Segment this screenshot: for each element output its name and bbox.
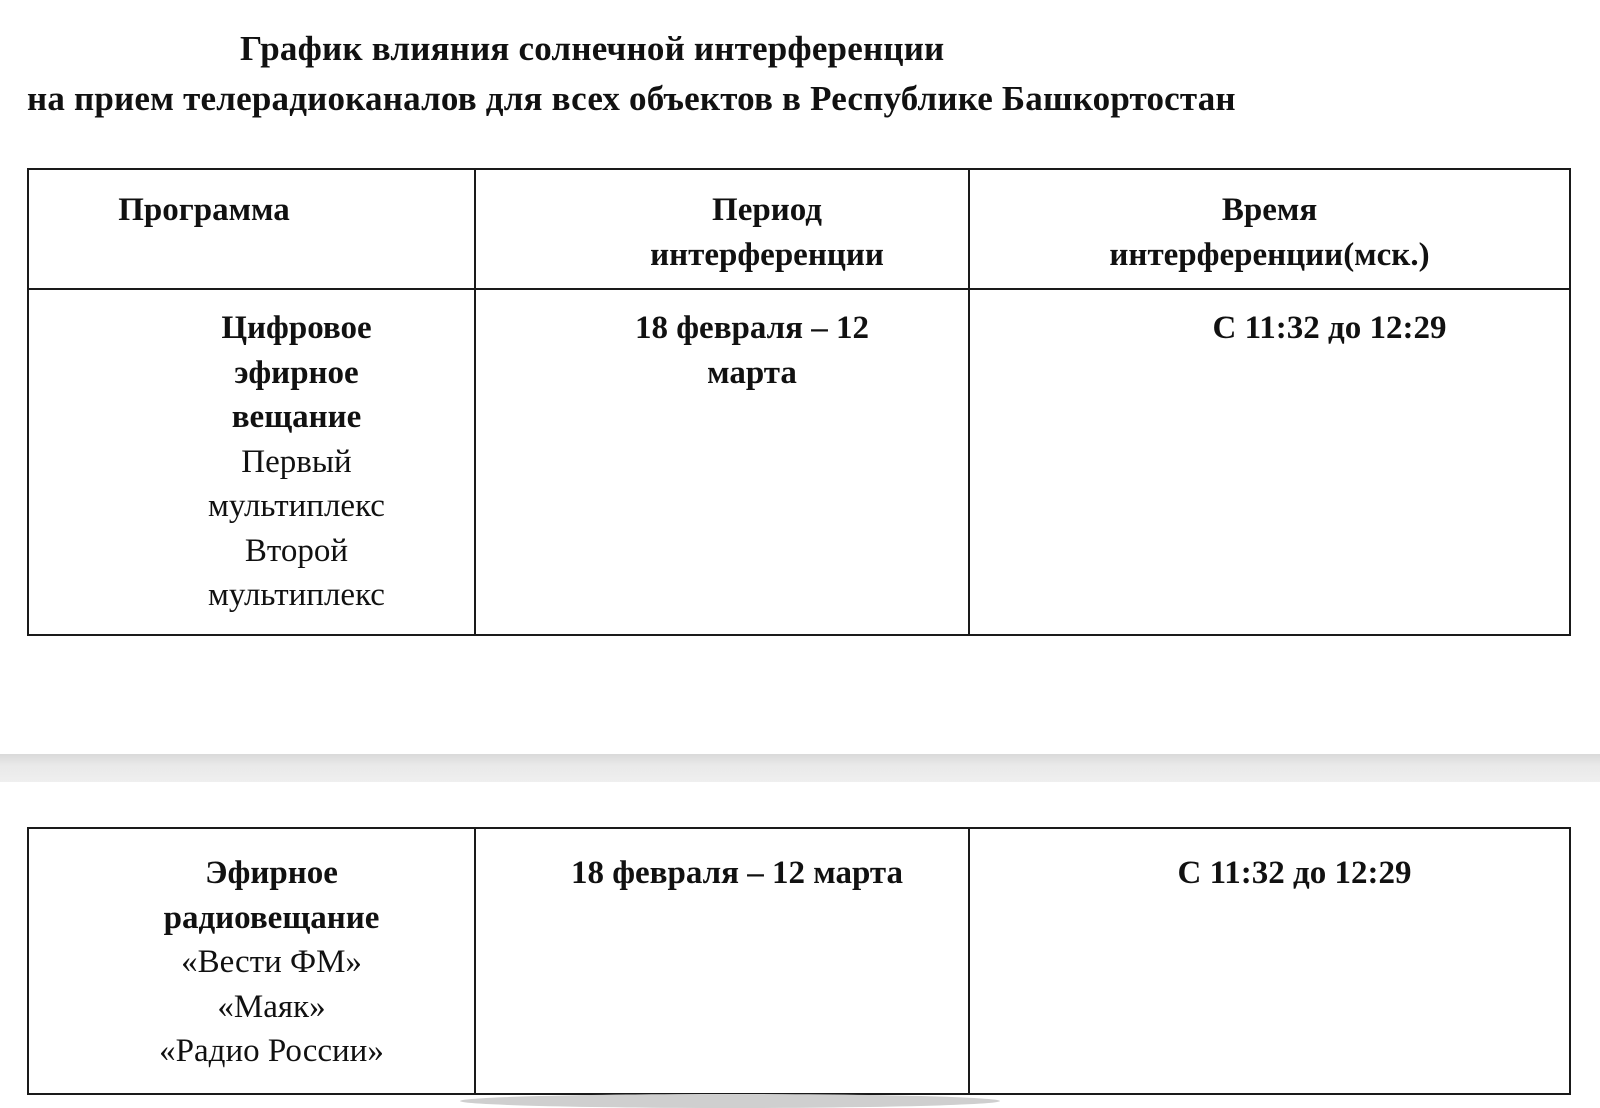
- program-normal-line: «Радио России»: [159, 1033, 384, 1069]
- header-period: [475, 169, 969, 289]
- program-normal-line: «Вести ФМ»: [181, 944, 362, 980]
- cell-program: [28, 289, 475, 635]
- program-text: [29, 306, 474, 618]
- program-bold-line: Эфирное: [205, 855, 338, 891]
- title-line-2: на прием телерадиоканалов для всех объектов в Республике Башкортостан: [27, 79, 1236, 118]
- interference-table-bottom: [27, 827, 1571, 1095]
- header-period-line1: Период: [712, 192, 822, 228]
- cell-program: [28, 828, 475, 1094]
- table-row: [28, 289, 1570, 635]
- period-text: 18 февраля – 12 марта: [570, 855, 904, 891]
- program-bold-line: Цифровое: [221, 310, 372, 346]
- table-row: [28, 828, 1570, 1094]
- period-text: [476, 306, 968, 395]
- period-line: 18 февраля – 12: [634, 310, 870, 346]
- header-time-line2: интерференции(мск.): [1109, 236, 1430, 273]
- title-line-1: График влияния солнечной интерференции: [240, 29, 945, 68]
- header-program-label: Программа: [118, 192, 290, 228]
- cell-time: [969, 289, 1570, 635]
- header-program: [28, 169, 475, 289]
- table-header-row: [28, 169, 1570, 289]
- period-line: марта: [707, 354, 797, 391]
- header-time-line1: Время: [1221, 192, 1318, 228]
- program-normal-line: мультиплекс: [208, 577, 385, 613]
- program-text: [29, 851, 474, 1074]
- program-bold-line: радиовещание: [163, 899, 380, 936]
- header-time: [969, 169, 1570, 289]
- cell-period: [475, 289, 969, 635]
- program-normal-line: «Маяк»: [217, 988, 326, 1025]
- program-normal-line: Второй: [244, 532, 349, 569]
- program-bold-line: эфирное: [234, 354, 359, 391]
- page-edge-shadow: [460, 1094, 1000, 1108]
- header-period-line2: интерференции: [650, 236, 884, 273]
- program-normal-line: мультиплекс: [208, 488, 385, 524]
- time-text: С 11:32 до 12:29: [1177, 855, 1412, 891]
- page-separator: [0, 754, 1600, 782]
- cell-time: [969, 828, 1570, 1094]
- program-bold-line: вещание: [231, 399, 362, 435]
- interference-table-top: [27, 168, 1571, 636]
- program-normal-line: Первый: [241, 443, 352, 480]
- cell-period: [475, 828, 969, 1094]
- time-text: С 11:32 до 12:29: [1212, 310, 1447, 346]
